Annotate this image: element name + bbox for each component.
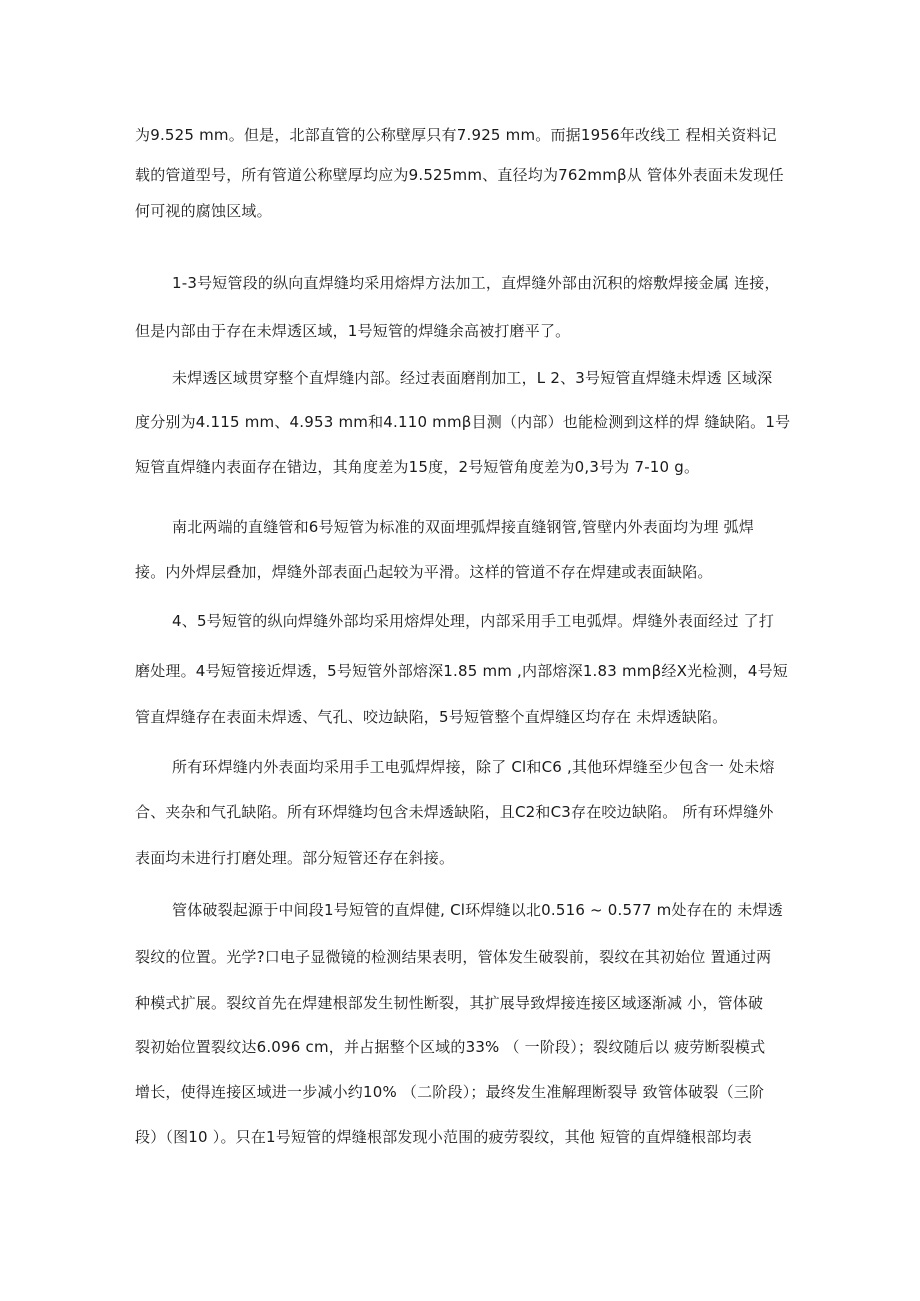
paragraph-5-line-3: 管直焊缝存在表面未焊透、气孔、咬边缺陷，5号短管整个直焊缝区均存在 未焊透缺陷。 <box>135 708 728 726</box>
paragraph-3-line-3: 短管直焊缝内表面存在错边，其角度差为15度，2号短管角度差为0,3号为 7-10 g。 <box>135 458 700 476</box>
paragraph-7-line-3: 种模式扩展。裂纹首先在焊建根部发生韧性断裂，其扩展导致焊接连接区域逐渐减 小，管体破 <box>135 994 764 1012</box>
paragraph-7-line-5: 增长，使得连接区域进一步减小约10% （二阶段）；最终发生准解理断裂导 致管体破裂（三阶 <box>135 1083 765 1101</box>
paragraph-7-line-2: 裂纹的位置。光学?口电子显微镜的检测结果表明，管体发生破裂前，裂纹在其初始位 置通过两 <box>135 948 772 966</box>
paragraph-7-line-6: 段）（图10 ）。只在1号短管的焊缝根部发现小范围的疲劳裂纹，其他 短管的直焊缝根部均表 <box>135 1128 752 1146</box>
paragraph-5-line-2: 磨处理。4号短管接近焊透，5号短管外部熔深1.85 mm ,内部熔深1.83 mmβ经X光检测，4号短 <box>135 662 788 680</box>
paragraph-7-line-1: 管体破裂起源于中间段1号短管的直焊健, Cl环焊缝以北0.516 ~ 0.577 m处存在的 未焊透 <box>172 901 783 919</box>
paragraph-1-line-1: 为9.525 mm。但是，北部直管的公称壁厚只有7.925 mm。而据1956年改线工 程相关资料记 <box>135 126 777 144</box>
paragraph-7-line-4: 裂初始位置裂纹达6.096 cm，并占据整个区域的33% （ 一阶段）；裂纹随后以 疲劳断裂模式 <box>135 1038 766 1056</box>
paragraph-3-line-1: 未焊透区域贯穿整个直焊缝内部。经过表面磨削加工，L 2、3号短管直焊缝未焊透 区域深 <box>172 369 773 387</box>
paragraph-6-line-1: 所有环焊缝内外表面均采用手工电弧焊焊接，除了 Cl和C6 ,其他环焊缝至少包含一 处未熔 <box>172 758 775 776</box>
paragraph-4-line-2: 接。内外焊层叠加，焊缝外部表面凸起较为平滑。这样的管道不存在焊建或表面缺陷。 <box>135 563 713 581</box>
paragraph-3-line-2: 度分别为4.115 mm、4.953 mm和4.110 mmβ目测（内部）也能检测到这样的焊 缝缺陷。1号 <box>135 413 790 431</box>
paragraph-5-line-1: 4、5号短管的纵向焊缝外部均采用熔焊处理，内部采用手工电弧焊。焊缝外表面经过 了打 <box>172 612 775 630</box>
paragraph-6-line-3: 表面均未进行打磨处理。部分短管还存在斜接。 <box>135 849 455 867</box>
paragraph-2-line-1: 1-3号短管段的纵向直焊缝均采用熔焊方法加工，直焊缝外部由沉积的熔敷焊接金属 连接， <box>172 274 780 292</box>
paragraph-1-line-2: 载的管道型号，所有管道公称壁厚均应为9.525mm、直径均为762mmβ从 管体外表面未发现任 <box>135 166 784 184</box>
paragraph-6-line-2: 合、夹杂和气孔缺陷。所有环焊缝均包含未焊透缺陷，且C2和C3存在咬边缺陷。 所有环焊缝外 <box>135 803 774 821</box>
paragraph-1-line-3: 何可视的腐蚀区域。 <box>135 202 272 220</box>
paragraph-2-line-2: 但是内部由于存在未焊透区域，1号短管的焊缝余高被打磨平了。 <box>135 322 571 340</box>
paragraph-4-line-1: 南北两端的直缝管和6号短管为标准的双面埋弧焊接直缝钢管,管壁内外表面均为埋 弧焊 <box>172 518 755 536</box>
